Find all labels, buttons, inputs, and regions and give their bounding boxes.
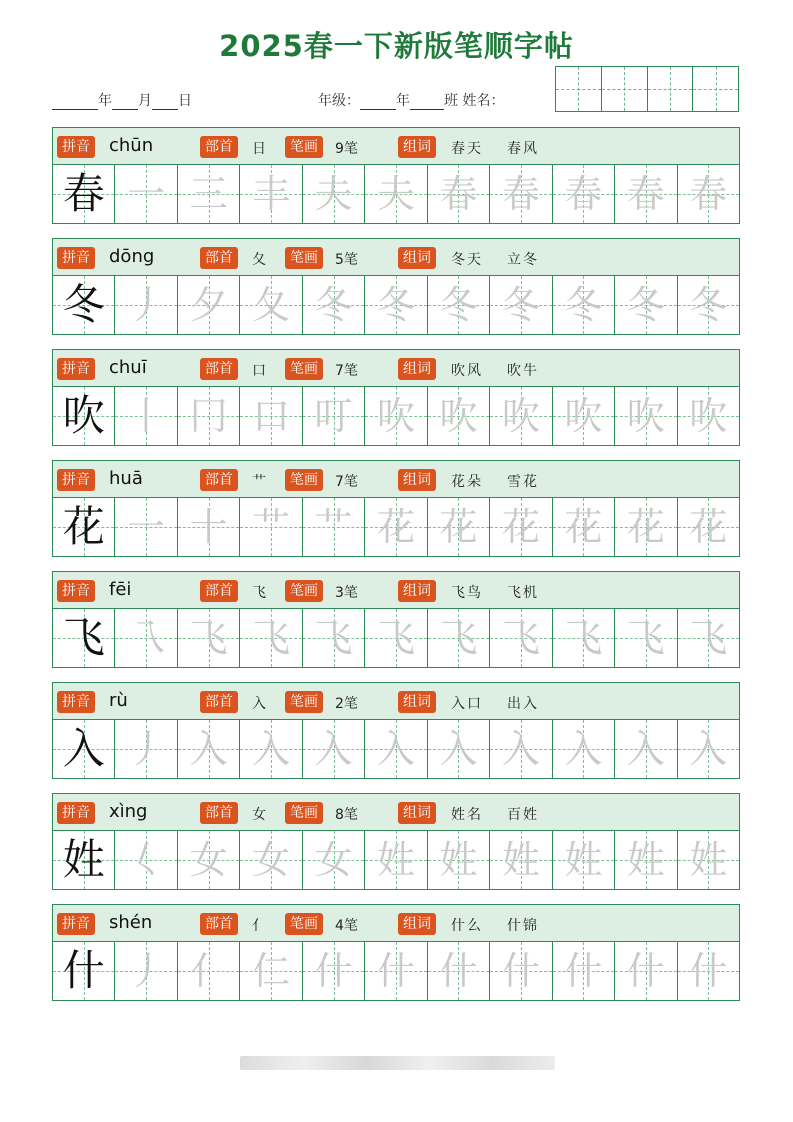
trace-stroke: 什 <box>314 949 353 993</box>
trace-cell[interactable] <box>240 942 302 1000</box>
trace-stroke: 花 <box>689 505 728 549</box>
pinyin-value: huā <box>109 468 143 489</box>
blurred-footer <box>240 1056 555 1070</box>
word-2: 百姓 <box>507 807 539 823</box>
trace-stroke: 什 <box>376 949 415 993</box>
trace-stroke: 飞 <box>439 616 478 660</box>
trace-cell[interactable] <box>553 498 615 556</box>
radical-value: 日 <box>252 141 266 157</box>
model-char: 飞 <box>62 613 105 662</box>
trace-stroke: 口 <box>252 394 291 438</box>
trace-cell[interactable] <box>428 720 490 778</box>
word-1: 花朵 <box>451 474 483 490</box>
trace-cell[interactable] <box>115 387 177 445</box>
strokes-badge: 笔画 <box>285 247 323 269</box>
trace-stroke: 姓 <box>376 838 415 882</box>
strokes-badge: 笔画 <box>285 802 323 824</box>
pinyin-value: dōng <box>109 246 155 267</box>
strokes-value: 3笔 <box>335 585 358 601</box>
trace-cell[interactable] <box>678 831 739 889</box>
trace-stroke: 吹 <box>439 394 478 438</box>
radical-value: 夂 <box>252 252 266 268</box>
trace-stroke: 一 <box>127 505 166 549</box>
words-badge: 组词 <box>398 136 436 158</box>
trace-cell[interactable] <box>490 498 552 556</box>
trace-cell[interactable] <box>428 942 490 1000</box>
month-blank[interactable] <box>112 93 138 110</box>
trace-stroke: 花 <box>626 505 665 549</box>
radical-value: 飞 <box>252 585 266 601</box>
trace-stroke: 花 <box>564 505 603 549</box>
strokes-badge: 笔画 <box>285 691 323 713</box>
model-char: 吹 <box>62 391 105 440</box>
trace-stroke: 什 <box>626 949 665 993</box>
trace-cell[interactable] <box>365 498 427 556</box>
trace-cell[interactable] <box>115 165 177 223</box>
trace-cell[interactable] <box>553 609 615 667</box>
strokes-badge: 笔画 <box>285 358 323 380</box>
trace-stroke: 花 <box>376 505 415 549</box>
trace-stroke: 春 <box>689 172 728 216</box>
char-block <box>52 793 740 890</box>
char-info-bar <box>53 905 739 942</box>
trace-cell[interactable] <box>178 498 240 556</box>
year-label: 年 <box>98 93 112 109</box>
strokes-value: 9笔 <box>335 141 358 157</box>
trace-stroke: 入 <box>376 727 415 771</box>
name-cell[interactable] <box>648 67 694 111</box>
pinyin-value: shén <box>109 912 153 933</box>
writing-row <box>53 942 739 1000</box>
trace-stroke: 叮 <box>314 394 353 438</box>
pinyin-value: chūn <box>109 135 154 156</box>
pinyin-value: xìng <box>109 801 148 822</box>
trace-stroke: 乁 <box>127 616 166 660</box>
trace-cell[interactable] <box>303 387 365 445</box>
trace-cell[interactable] <box>303 720 365 778</box>
trace-cell[interactable] <box>240 276 302 334</box>
trace-stroke: 入 <box>689 727 728 771</box>
strokes-badge: 笔画 <box>285 136 323 158</box>
radical-value: 女 <box>252 807 266 823</box>
trace-stroke: 飞 <box>626 616 665 660</box>
trace-cell[interactable] <box>490 276 552 334</box>
char-block <box>52 238 740 335</box>
trace-stroke: 丿 <box>127 283 166 327</box>
pinyin-badge: 拼音 <box>57 691 95 713</box>
trace-stroke: 入 <box>189 727 228 771</box>
trace-stroke: 春 <box>501 172 540 216</box>
trace-cell[interactable] <box>240 165 302 223</box>
trace-stroke: 飞 <box>189 616 228 660</box>
trace-cell[interactable] <box>115 498 177 556</box>
radical-badge: 部首 <box>200 247 238 269</box>
pinyin-badge: 拼音 <box>57 913 95 935</box>
trace-stroke: 吹 <box>689 394 728 438</box>
trace-cell[interactable] <box>615 831 677 889</box>
name-cell[interactable] <box>556 67 602 111</box>
model-char: 姓 <box>62 835 105 884</box>
trace-cell[interactable] <box>428 276 490 334</box>
trace-stroke: 冬 <box>314 283 353 327</box>
strokes-badge: 笔画 <box>285 469 323 491</box>
trace-stroke: 女 <box>314 838 353 882</box>
trace-stroke: 春 <box>439 172 478 216</box>
trace-cell[interactable] <box>240 498 302 556</box>
word-2: 立冬 <box>507 252 539 268</box>
words-badge: 组词 <box>398 247 436 269</box>
trace-cell[interactable] <box>303 609 365 667</box>
trace-cell[interactable] <box>365 609 427 667</box>
trace-cell[interactable] <box>365 720 427 778</box>
trace-stroke: 一 <box>127 172 166 216</box>
trace-cell[interactable] <box>678 498 739 556</box>
trace-cell[interactable] <box>428 165 490 223</box>
trace-stroke: 姓 <box>626 838 665 882</box>
model-char-cell <box>53 276 115 334</box>
trace-stroke: 入 <box>314 727 353 771</box>
trace-cell[interactable] <box>115 720 177 778</box>
trace-cell[interactable] <box>615 720 677 778</box>
word-2: 吹牛 <box>507 363 539 379</box>
pinyin-badge: 拼音 <box>57 247 95 269</box>
writing-row <box>53 609 739 667</box>
trace-stroke: 夫 <box>314 172 353 216</box>
trace-cell[interactable] <box>615 942 677 1000</box>
trace-cell[interactable] <box>553 720 615 778</box>
trace-stroke: 女 <box>189 838 228 882</box>
trace-stroke: 姓 <box>439 838 478 882</box>
trace-stroke: 飞 <box>689 616 728 660</box>
words-badge: 组词 <box>398 691 436 713</box>
year-blank[interactable] <box>52 93 98 110</box>
pinyin-badge: 拼音 <box>57 358 95 380</box>
trace-stroke: 飞 <box>501 616 540 660</box>
trace-cell[interactable] <box>303 942 365 1000</box>
trace-stroke: 冬 <box>564 283 603 327</box>
grade-blank[interactable] <box>360 93 396 110</box>
trace-cell[interactable] <box>303 276 365 334</box>
trace-cell[interactable] <box>490 942 552 1000</box>
trace-stroke: 飞 <box>564 616 603 660</box>
words-badge: 组词 <box>398 580 436 602</box>
trace-cell[interactable] <box>490 831 552 889</box>
model-char: 花 <box>62 502 105 551</box>
model-char-cell <box>53 165 115 223</box>
trace-cell[interactable] <box>615 165 677 223</box>
trace-cell[interactable] <box>303 165 365 223</box>
trace-cell[interactable] <box>490 609 552 667</box>
trace-stroke: 入 <box>439 727 478 771</box>
words-badge: 组词 <box>398 802 436 824</box>
writing-row <box>53 498 739 556</box>
model-char-cell <box>53 387 115 445</box>
trace-cell[interactable] <box>678 165 739 223</box>
name-cell[interactable] <box>693 67 738 111</box>
trace-cell[interactable] <box>428 609 490 667</box>
words-badge: 组词 <box>398 913 436 935</box>
char-block <box>52 571 740 668</box>
trace-cell[interactable] <box>115 942 177 1000</box>
day-label: 日 <box>178 93 192 109</box>
trace-cell[interactable] <box>178 831 240 889</box>
radical-value: 亻 <box>252 918 266 934</box>
trace-stroke: 入 <box>501 727 540 771</box>
trace-cell[interactable] <box>490 165 552 223</box>
trace-cell[interactable] <box>240 720 302 778</box>
trace-stroke: 冬 <box>626 283 665 327</box>
trace-cell[interactable] <box>365 942 427 1000</box>
word-1: 春天 <box>451 141 483 157</box>
trace-cell[interactable] <box>615 609 677 667</box>
trace-cell[interactable] <box>303 831 365 889</box>
trace-stroke: 丿 <box>127 949 166 993</box>
trace-cell[interactable] <box>678 720 739 778</box>
trace-stroke: 什 <box>501 949 540 993</box>
writing-row <box>53 165 739 223</box>
strokes-value: 7笔 <box>335 474 358 490</box>
trace-stroke: 吹 <box>626 394 665 438</box>
trace-stroke: 艹 <box>252 505 291 549</box>
writing-row <box>53 276 739 334</box>
word-1: 吹风 <box>451 363 483 379</box>
radical-badge: 部首 <box>200 358 238 380</box>
trace-cell[interactable] <box>490 720 552 778</box>
trace-stroke: 仁 <box>252 949 291 993</box>
strokes-value: 5笔 <box>335 252 358 268</box>
char-info-bar <box>53 683 739 720</box>
trace-stroke: 冬 <box>439 283 478 327</box>
trace-stroke: 冬 <box>501 283 540 327</box>
char-info-bar <box>53 794 739 831</box>
page-title: 2025春一下新版笔顺字帖 <box>219 29 574 63</box>
trace-stroke: 丿 <box>127 727 166 771</box>
writing-row <box>53 720 739 778</box>
grade-label: 年级： <box>318 93 360 109</box>
trace-stroke: 丰 <box>252 172 291 216</box>
trace-cell[interactable] <box>178 387 240 445</box>
trace-stroke: 夂 <box>252 283 291 327</box>
trace-stroke: 姓 <box>689 838 728 882</box>
trace-stroke: 夕 <box>189 283 228 327</box>
trace-cell[interactable] <box>178 609 240 667</box>
pinyin-badge: 拼音 <box>57 136 95 158</box>
model-char: 什 <box>62 946 105 995</box>
model-char: 冬 <box>62 280 105 329</box>
char-block <box>52 682 740 779</box>
trace-cell[interactable] <box>428 498 490 556</box>
trace-stroke: 飞 <box>376 616 415 660</box>
trace-cell[interactable] <box>240 831 302 889</box>
trace-cell[interactable] <box>303 498 365 556</box>
trace-cell[interactable] <box>240 609 302 667</box>
trace-stroke: 吹 <box>376 394 415 438</box>
pinyin-badge: 拼音 <box>57 580 95 602</box>
writing-row <box>53 387 739 445</box>
trace-cell[interactable] <box>553 942 615 1000</box>
trace-cell[interactable] <box>178 276 240 334</box>
grade-year-label: 年 <box>396 93 410 109</box>
radical-value: 艹 <box>252 474 266 490</box>
char-info-bar <box>53 572 739 609</box>
radical-badge: 部首 <box>200 580 238 602</box>
trace-cell[interactable] <box>678 609 739 667</box>
word-2: 春风 <box>507 141 539 157</box>
trace-cell[interactable] <box>615 498 677 556</box>
word-1: 飞鸟 <box>451 585 483 601</box>
trace-cell[interactable] <box>365 276 427 334</box>
strokes-value: 4笔 <box>335 918 358 934</box>
trace-cell[interactable] <box>490 387 552 445</box>
pinyin-value: chuī <box>109 357 147 378</box>
trace-stroke: 亻 <box>189 949 228 993</box>
char-block <box>52 127 740 224</box>
month-label: 月 <box>138 93 152 109</box>
trace-stroke: 吹 <box>564 394 603 438</box>
radical-badge: 部首 <box>200 691 238 713</box>
trace-cell[interactable] <box>240 387 302 445</box>
trace-stroke: 什 <box>564 949 603 993</box>
word-2: 雪花 <box>507 474 539 490</box>
grade-line <box>318 90 504 110</box>
word-1: 什么 <box>451 918 483 934</box>
pinyin-value: rù <box>109 690 128 711</box>
trace-cell[interactable] <box>678 276 739 334</box>
trace-cell[interactable] <box>678 942 739 1000</box>
trace-stroke: 入 <box>564 727 603 771</box>
trace-cell[interactable] <box>178 165 240 223</box>
trace-cell[interactable] <box>553 165 615 223</box>
char-block <box>52 904 740 1001</box>
trace-stroke: 姓 <box>501 838 540 882</box>
word-2: 飞机 <box>507 585 539 601</box>
trace-cell[interactable] <box>615 276 677 334</box>
word-1: 姓名 <box>451 807 483 823</box>
trace-cell[interactable] <box>115 276 177 334</box>
trace-stroke: 什 <box>689 949 728 993</box>
trace-stroke: 春 <box>626 172 665 216</box>
radical-value: 入 <box>252 696 266 712</box>
model-char: 入 <box>62 724 105 773</box>
trace-stroke: 吹 <box>501 394 540 438</box>
trace-cell[interactable] <box>115 609 177 667</box>
trace-cell[interactable] <box>615 387 677 445</box>
char-info-bar <box>53 350 739 387</box>
model-char-cell <box>53 498 115 556</box>
strokes-badge: 笔画 <box>285 913 323 935</box>
model-char: 春 <box>62 169 105 218</box>
radical-badge: 部首 <box>200 913 238 935</box>
trace-stroke: 飞 <box>314 616 353 660</box>
trace-cell[interactable] <box>553 276 615 334</box>
trace-stroke: 飞 <box>252 616 291 660</box>
trace-cell[interactable] <box>178 720 240 778</box>
trace-stroke: 丨 <box>127 394 166 438</box>
trace-stroke: 入 <box>252 727 291 771</box>
trace-cell[interactable] <box>553 387 615 445</box>
word-1: 入口 <box>451 696 483 712</box>
model-char-cell <box>53 942 115 1000</box>
trace-cell[interactable] <box>178 942 240 1000</box>
pinyin-badge: 拼音 <box>57 469 95 491</box>
trace-cell[interactable] <box>678 387 739 445</box>
char-info-bar <box>53 239 739 276</box>
model-char-cell <box>53 720 115 778</box>
trace-stroke: 夫 <box>376 172 415 216</box>
words-badge: 组词 <box>398 469 436 491</box>
trace-cell[interactable] <box>115 831 177 889</box>
name-grid[interactable] <box>555 66 739 112</box>
trace-stroke: 姓 <box>564 838 603 882</box>
date-line <box>52 90 192 110</box>
trace-stroke: 三 <box>189 172 228 216</box>
day-blank[interactable] <box>152 93 178 110</box>
trace-stroke: 冬 <box>376 283 415 327</box>
strokes-value: 2笔 <box>335 696 358 712</box>
trace-cell[interactable] <box>553 831 615 889</box>
char-info-bar <box>53 461 739 498</box>
trace-cell[interactable] <box>428 831 490 889</box>
trace-cell[interactable] <box>365 165 427 223</box>
trace-cell[interactable] <box>365 831 427 889</box>
trace-stroke: 𡿨 <box>127 838 166 882</box>
strokes-value: 8笔 <box>335 807 358 823</box>
word-2: 什锦 <box>507 918 539 934</box>
pinyin-badge: 拼音 <box>57 802 95 824</box>
class-blank[interactable] <box>410 93 444 110</box>
trace-stroke: 什 <box>439 949 478 993</box>
words-badge: 组词 <box>398 358 436 380</box>
strokes-value: 7笔 <box>335 363 358 379</box>
word-2: 出入 <box>507 696 539 712</box>
radical-badge: 部首 <box>200 469 238 491</box>
model-char-cell <box>53 831 115 889</box>
radical-badge: 部首 <box>200 136 238 158</box>
trace-cell[interactable] <box>428 387 490 445</box>
model-char-cell <box>53 609 115 667</box>
radical-badge: 部首 <box>200 802 238 824</box>
trace-cell[interactable] <box>365 387 427 445</box>
trace-stroke: 女 <box>252 838 291 882</box>
trace-stroke: 十 <box>189 505 228 549</box>
writing-row <box>53 831 739 889</box>
name-cell[interactable] <box>602 67 648 111</box>
word-1: 冬天 <box>451 252 483 268</box>
pinyin-value: fēi <box>109 579 132 600</box>
char-block <box>52 349 740 446</box>
trace-stroke: 入 <box>626 727 665 771</box>
trace-stroke: 冂 <box>189 394 228 438</box>
char-info-bar <box>53 128 739 165</box>
trace-stroke: 花 <box>439 505 478 549</box>
trace-stroke: 冬 <box>689 283 728 327</box>
trace-stroke: 花 <box>501 505 540 549</box>
char-block <box>52 460 740 557</box>
strokes-badge: 笔画 <box>285 580 323 602</box>
trace-stroke: 春 <box>564 172 603 216</box>
radical-value: 口 <box>252 363 266 379</box>
trace-stroke: 艹 <box>314 505 353 549</box>
class-name-label: 班 姓名： <box>444 93 505 109</box>
